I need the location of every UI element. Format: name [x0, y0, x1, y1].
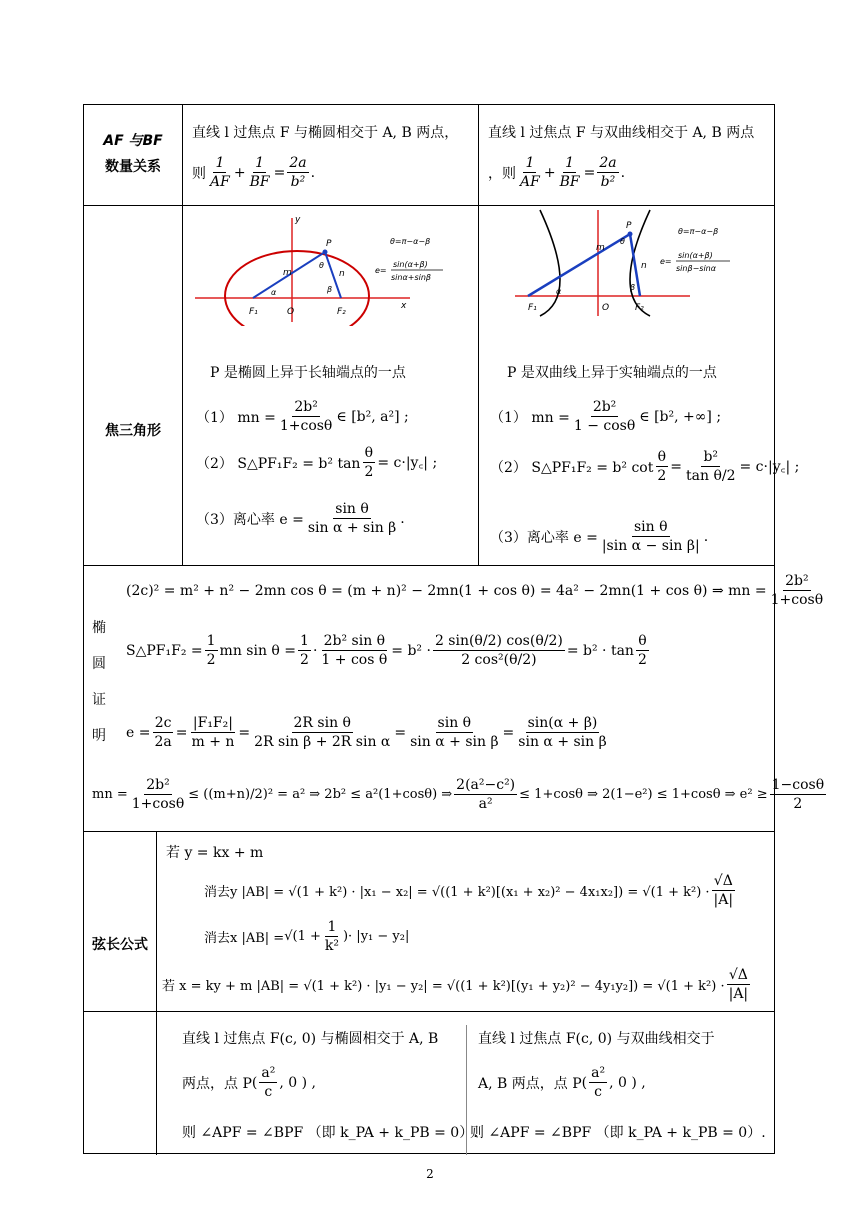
ellipse-item1: （1） mn = $\frac{\text{2b²}}{1+\cos\theta}$ ∈ [b², a²] ;: [196, 399, 409, 434]
svg-text:n: n: [339, 269, 345, 279]
frac-1-over-af: $\frac{1}{AF}$: [210, 155, 230, 190]
proof-line4: mn = $\frac{\text{2b²}}{1+\cos\theta}$ ≤ ((m+n)/2)² = a² ⇒ 2b² ≤ a²(1+cosθ) ⇒ $\frac{\text{2(a²−c²)}}{\text{a²}}$ ≤ 1+cosθ ⇒ 2(1−e²) ≤ 1+cosθ ⇒ e² ≥ $\frac{1-\cos\theta}{2}$: [92, 777, 825, 812]
hyperbola-focal-triangle-figure: [510, 208, 755, 318]
row1-ellipse-prefix: 则: [192, 165, 206, 182]
row1-hyper-prefix: ，则: [488, 165, 516, 182]
svg-text:F₁: F₁: [528, 303, 537, 313]
row1-label-bottom: 数量关系: [105, 159, 161, 175]
row5-hyper-line1: 直线 l 过焦点 F(c, 0) 与双曲线相交于: [478, 1031, 715, 1047]
row1-hyper-line1: 直线 l 过焦点 F 与双曲线相交于 A, B 两点: [488, 125, 755, 141]
row3-vertical-label: 椭 圆 证 明: [92, 620, 106, 744]
row5-ellipse-line2: 两点，点 P ( $\frac{\text{a²}}{c}$ , 0 ) ,: [182, 1065, 316, 1100]
svg-text:F₁: F₁: [249, 307, 258, 317]
row4-label: 弦长公式: [92, 937, 148, 953]
proof-line2: S△PF₁F₂ = $\frac{1}{2}$ mn sin θ = $\frac{1}{2}$ · $\frac{\text{2b² sin θ}}{\text{1 + cos θ}}$ = b² · $\frac{2 \sin(\theta/2) \cos(\theta/2)}{\text{2 cos²(θ/2)}}$ = b² · tan $\frac{\theta}{2}$: [126, 633, 647, 668]
svg-text:O: O: [287, 307, 295, 317]
row5-hyper-line2: A, B 两点，点 P ( $\frac{\text{a²}}{c}$ , 0 ) ,: [478, 1065, 646, 1100]
svg-text:F₂: F₂: [337, 307, 346, 317]
point-p: [628, 232, 633, 237]
proof-line3: e = $\frac{2c}{2a}$ = $\frac{\text{|F₁F₂|}}{m + n}$ = $\frac{\text{2R sin θ}}{\text{2R sin β + 2R sin α}}$ = $\frac{\text{sin θ}}{\text{sin α + sin β}}$ = $\frac{\sin(\alpha + \beta)}{\text{sin α + sin β}}$: [126, 715, 607, 750]
row1-ellipse-formula: 则 $\frac{1}{AF}$ + $\frac{1}{BF}$ = $\frac{2a}{\text{b²}}$ .: [192, 155, 316, 190]
hyperbola-caption: P 是双曲线上异于实轴端点的一点: [507, 365, 717, 381]
hyperbola-item1: （1） mn = $\frac{\text{2b²}}{1 - \cos\theta}$ ∈ [b², +∞] ;: [490, 399, 722, 434]
ellipse-e-num: sin(α+β): [393, 260, 428, 269]
row-divider: [84, 565, 774, 566]
hyperbola-item2: （2） S△PF₁F₂ = b² cot $\frac{\theta}{2}$ = $\frac{\text{b²}}{\text{tan θ/2}}$ = c·|y꜀| ;: [490, 449, 800, 484]
chord-line2: 消去y |AB| = √(1 + k²) · |x₁ − x₂| = √((1 + k²)[(x₁ + x₂)² − 4x₁x₂]) = √(1 + k²) · $\frac{√\Delta}{|A|}$: [204, 873, 734, 908]
frac-2a-over-b2: $\frac{2a}{\text{b²}}$: [599, 155, 617, 190]
frac-1-over-af: $\frac{1}{AF}$: [520, 155, 540, 190]
svg-text:P: P: [626, 221, 632, 231]
ellipse-caption: P 是椭圆上异于长轴端点的一点: [210, 365, 406, 381]
page-number: 2: [426, 1167, 434, 1181]
svg-text:F₂: F₂: [635, 303, 644, 313]
ellipse-item3: （3）离心率 e = $\frac{\text{sin θ}}{\text{sin α + sin β}}$ .: [196, 501, 405, 536]
svg-text:θ: θ: [620, 237, 625, 246]
hyper-e-num: sin(α+β): [678, 251, 713, 260]
row5-ellipse-line1: 直线 l 过焦点 F(c, 0) 与椭圆相交于 A, B: [182, 1031, 439, 1047]
frac-1-over-bf: $\frac{1}{BF}$: [249, 155, 270, 190]
point-p: [323, 250, 328, 255]
column-divider: [156, 831, 157, 1155]
svg-text:β: β: [327, 285, 333, 294]
hyperbola-left-branch: [540, 210, 560, 316]
chord-line1: 若 y = kx + m: [166, 845, 264, 861]
column-divider: [182, 105, 183, 565]
row2-label: 焦三角形: [105, 423, 161, 439]
row-divider: [84, 831, 774, 832]
ellipse-focal-triangle-figure: [195, 210, 455, 326]
ellipse-item2: （2） S△PF₁F₂ = b² tan $\frac{\theta}{2}$ = c·|y꜀| ;: [196, 445, 438, 480]
proof-line1: (2c)² = m² + n² − 2mn cos θ = (m + n)² − 2mn(1 + cos θ) = 4a² − 2mn(1 + cos θ) ⇒ mn = $\frac{\text{2b²}}{1+\cos\theta}$: [126, 573, 824, 608]
svg-text:P: P: [326, 239, 332, 249]
row5-hyper-line3: 则 ∠APF = ∠BPF （即 k_PA + k_PB = 0）.: [470, 1125, 766, 1141]
ellipse-theta-eq: θ=π−α−β: [390, 237, 431, 246]
hyper-e-label: e=: [660, 257, 672, 266]
svg-text:n: n: [641, 261, 647, 271]
chord-line3: 消去x |AB| = √( 1 + $\frac{1}{\text{k²}}$ ) · |y₁ − y₂|: [204, 919, 410, 954]
ellipse-e-label: e=: [375, 266, 387, 275]
row-divider: [84, 205, 774, 206]
svg-text:θ: θ: [319, 261, 324, 270]
hyper-theta-eq: θ=π−α−β: [678, 227, 719, 236]
row1-label-top: AF 与BF: [103, 133, 163, 149]
chord-line4: 若 x = ky + m |AB| = √(1 + k²) · |y₁ − y₂| = √((1 + k²)[(y₁ + y₂)² − 4y₁y₂]) = √(1 + k²) · $\frac{√\Delta}{|A|}$: [162, 967, 749, 1002]
frac-1-over-bf: $\frac{1}{BF}$: [559, 155, 580, 190]
row1-hyper-formula: ，则 $\frac{1}{AF}$ + $\frac{1}{BF}$ = $\frac{2a}{\text{b²}}$ .: [488, 155, 626, 190]
hyperbola-item3: （3）离心率 e = $\frac{\text{sin θ}}{\text{|sin α − sin β|}}$ .: [490, 519, 709, 554]
hyperbola-right-branch: [630, 210, 650, 316]
svg-text:m: m: [283, 268, 292, 278]
ellipse-e-den: sinα+sinβ: [391, 273, 432, 282]
ellipse-curve: [225, 251, 369, 326]
svg-text:β: β: [630, 283, 636, 292]
svg-text:α: α: [271, 288, 277, 297]
column-divider: [478, 105, 479, 565]
row-divider: [84, 1011, 774, 1012]
svg-text:y: y: [295, 215, 301, 225]
row1-ellipse-line1: 直线 l 过焦点 F 与椭圆相交于 A, B 两点，: [192, 125, 459, 141]
hyper-e-den: sinβ−sinα: [676, 264, 717, 273]
frac-2a-over-b2: $\frac{2a}{\text{b²}}$: [289, 155, 307, 190]
svg-text:α: α: [556, 287, 562, 296]
row5-ellipse-line3: 则 ∠APF = ∠BPF （即 k_PA + k_PB = 0）.: [182, 1125, 478, 1141]
svg-text:m: m: [596, 243, 605, 253]
svg-text:O: O: [602, 303, 610, 313]
svg-text:x: x: [401, 301, 407, 311]
